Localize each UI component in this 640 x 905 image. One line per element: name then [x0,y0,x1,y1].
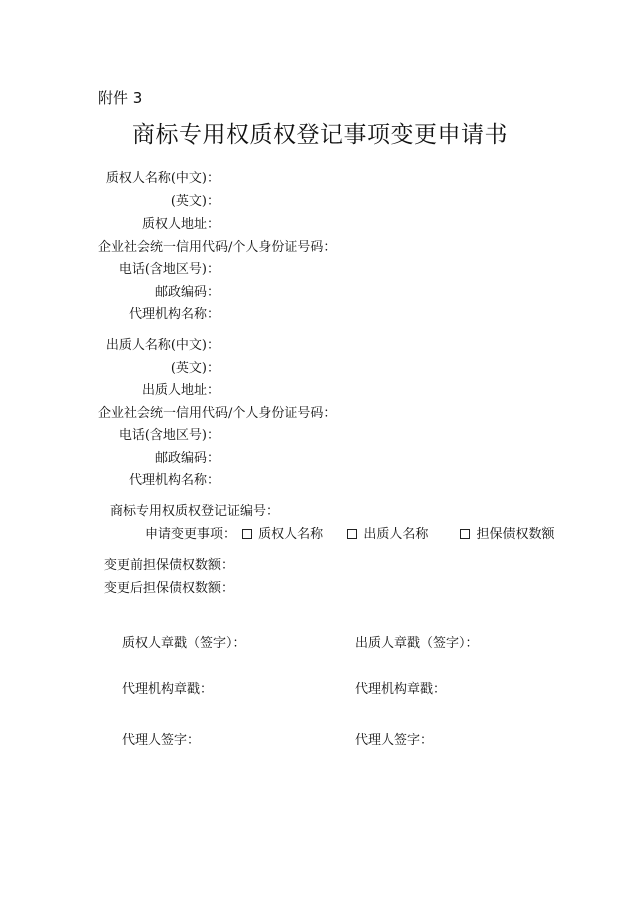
agent-sign-left-label: 代理人签字： [122,733,201,748]
pledgor-phone-label: 电话(含地区号)： [118,428,220,443]
pledgor-agency-label: 代理机构名称： [128,473,220,488]
amount-after-label: 变更后担保债权数额： [104,581,235,596]
pledgee-postcode-label: 邮政编码： [154,285,220,300]
attachment-label: 附件 3 [98,89,143,107]
change-items-label: 申请变更事项： [145,527,237,542]
pledgor-credit-code-label: 企业社会统一信用代码/个人身份证号码： [98,406,337,421]
page-title: 商标专用权质权登记事项变更申请书 [132,122,508,148]
pledgee-name-en-label: (英文)： [170,194,220,209]
change-items-row [145,527,554,543]
agent-sign-right-label: 代理人签字： [355,733,434,748]
checkbox-icon[interactable] [460,529,470,539]
checkbox-icon[interactable] [347,529,357,539]
pledgor-name-cn-label: 出质人名称(中文)： [105,338,220,353]
option-pledgee-name[interactable]: 质权人名称 [242,527,323,543]
checkbox-icon[interactable] [242,529,252,539]
pledgee-phone-label: 电话(含地区号)： [118,262,220,277]
pledgee-seal-label: 质权人章戳（签字）： [122,636,246,651]
cert-number-label: 商标专用权质权登记证编号： [110,504,280,519]
amount-before-label: 变更前担保债权数额： [104,558,235,573]
pledgee-address-label: 质权人地址： [141,217,220,232]
option-pledgor-name[interactable]: 出质人名称 [347,527,428,543]
agency-seal-left-label: 代理机构章戳： [122,682,214,697]
option-secured-amount[interactable]: 担保债权数额 [460,527,554,543]
pledgor-seal-label: 出质人章戳（签字）： [355,636,479,651]
pledgor-name-en-label: (英文)： [170,361,220,376]
pledgee-credit-code-label: 企业社会统一信用代码/个人身份证号码： [98,240,337,255]
pledgee-agency-label: 代理机构名称： [128,307,220,322]
agency-seal-right-label: 代理机构章戳： [355,682,447,697]
pledgor-address-label: 出质人地址： [141,383,220,398]
pledgee-name-cn-label: 质权人名称(中文)： [105,171,220,186]
pledgor-postcode-label: 邮政编码： [154,451,220,466]
